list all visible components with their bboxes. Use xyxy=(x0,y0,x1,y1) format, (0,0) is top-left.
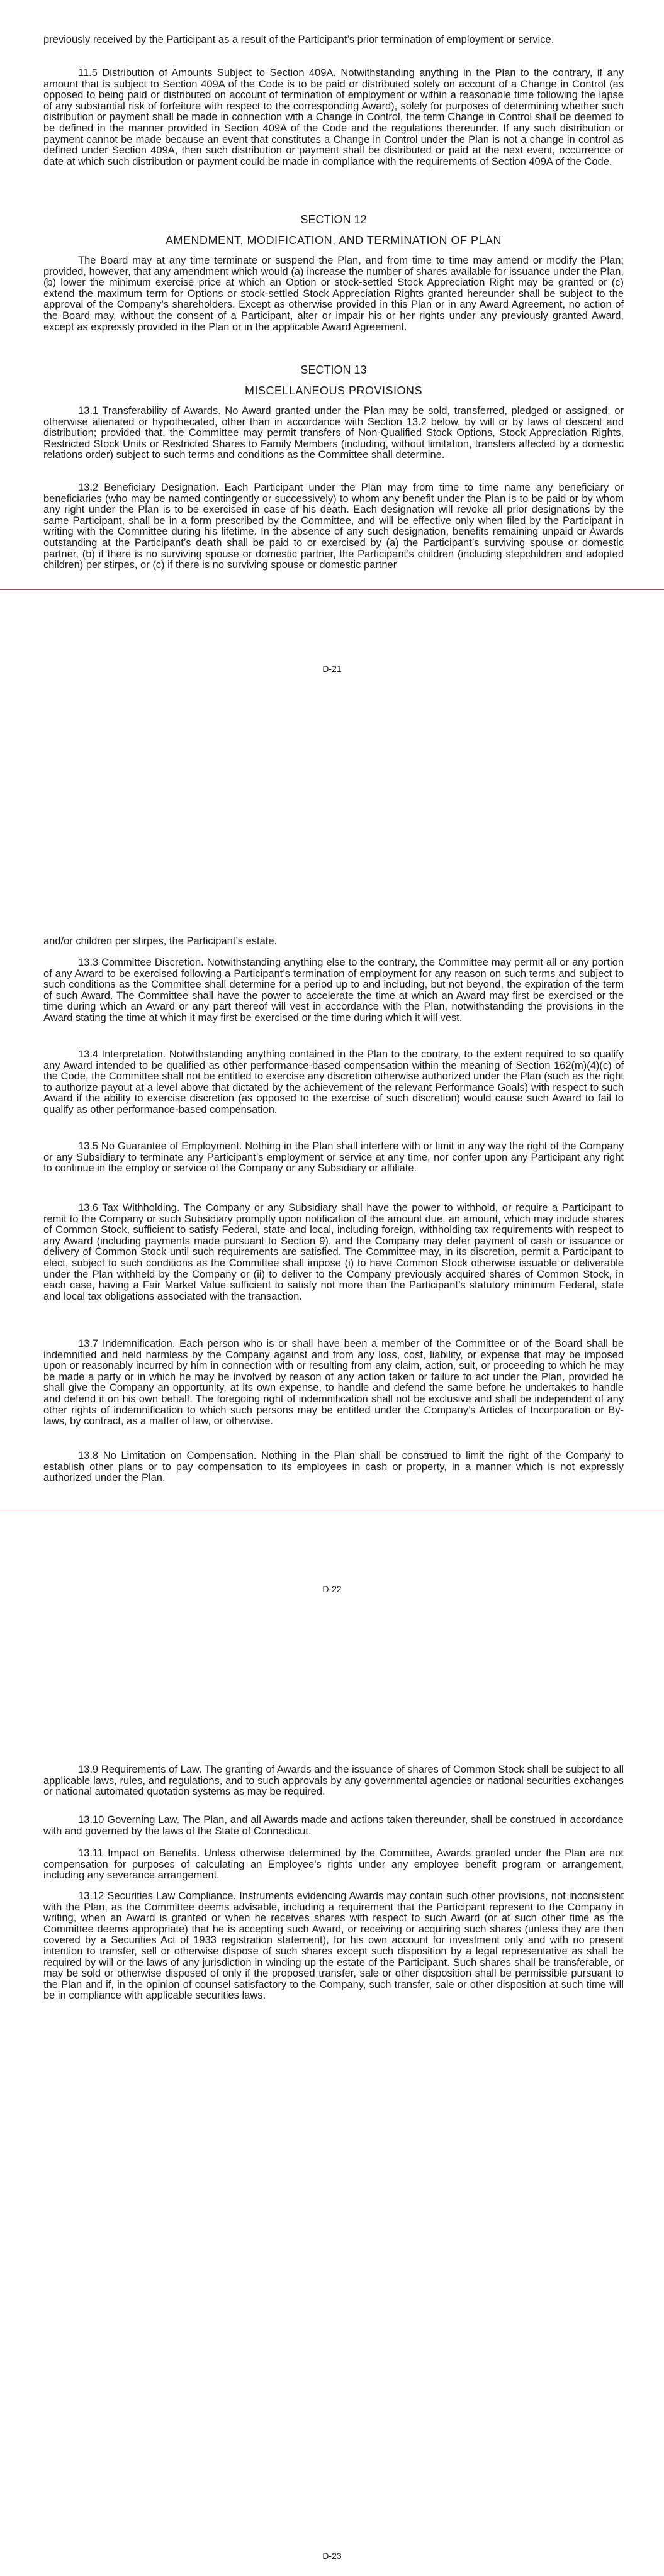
paragraph-carryover-d22: and/or children per stirpes, the Participant’s estate. xyxy=(43,935,278,947)
page-number: D-22 xyxy=(322,1584,342,1594)
paragraph-section-13-7: 13.7 Indemnification. Each person who is or shall have been a member of the Committee or of the Board shall be indemnified and held harmless by the Company against and from any loss, cost, liability, or expense that may be imposed upon or reasonably incurred by him in connection with or resulting from any claim, action, suit, or proceeding to which he may be made a party or in which he may be involved by reason of any action taken or failure to act under the Plan, provided he shall give the Company an opportunity, at its own expense, to handle and defend the same before he undertakes to handle and defend it on his own behalf. The foregoing right of indemnification shall not be exclusive and shall be independent of any other rights of indemnification to which such persons may be entitled under the Company’s Articles of Incorporation or By-laws, by contract, as a matter of law, or otherwise. xyxy=(43,1338,624,1427)
paragraph-section-13-3: 13.3 Committee Discretion. Notwithstanding anything else to the contrary, the Committee may permit all or any portion of any Award to be exercised following a Participant’s termination of employment for any reason on such terms and subject to such conditions as the Committee shall determine for a period up to and including, but not beyond, the expiration of the term of such Award. The Committee shall have the power to accelerate the time at which an Award may first be exercised or the time during which an Award or any part thereof will vest in accordance with the Plan, notwithstanding the provisions in the Award stating the time at which it may first be exercised or the time during which it will vest. xyxy=(43,957,624,1023)
section-12-title: AMENDMENT, MODIFICATION, AND TERMINATION OF PLAN xyxy=(165,234,502,247)
paragraph-section-13-11: 13.11 Impact on Benefits. Unless otherwise determined by the Committee, Awards granted under the Plan are not compensation for purposes of calculating an Employee’s rights under any employee benefit program or arrangement, including any severance arrangement. xyxy=(43,1848,624,1882)
paragraph-section-13-4: 13.4 Interpretation. Notwithstanding anything contained in the Plan to the contrary, to the extent required to so qualify any Award intended to be qualified as other performance-based compensation within the meaning of Section 162(m)(4)(c) of the Code, the Committee shall not be entitled to exercise any discretion otherwise authorized under the Plan (such as the right to authorize payout at a level above that dictated by the achievement of the relevant Performance Goals) with respect to such Award if the ability to exercise discretion (as opposed to the exercise of such discretion) would cause such Award to fail to qualify as other performance-based compensation. xyxy=(43,1049,624,1115)
section-12-number: SECTION 12 xyxy=(300,213,367,226)
paragraph-section-13-5: 13.5 No Guarantee of Employment. Nothing in the Plan shall interfere with or limit in any way the right of the Company or any Subsidiary to terminate any Participant’s employment or service at any time, nor confer upon any Participant any right to continue in the employ or service of the Company or any Subsidiary or affiliate. xyxy=(43,1140,624,1174)
paragraph-section-13-1: 13.1 Transferability of Awards. No Award granted under the Plan may be sold, transferred, pledged or assigned, or otherwise alienated or hypothecated, other than in accordance with Section 13.2 below, by will or by laws of descent and distribution; provided that, the Committee may permit transfers of Non-Qualified Stock Options, Stock Appreciation Rights, Restricted Stock Units or Restricted Shares to Family Members (including, without limitation, transfers affected by a domestic relations order) subject to such terms and conditions as the Committee shall determine. xyxy=(43,405,624,461)
paragraph-section-12-body: The Board may at any time terminate or suspend the Plan, and from time to time may amend or modify the Plan; provided, however, that any amendment which would (a) increase the number of shares available for issuance under the Plan, (b) lower the minimum exercise price at which an Option or stock-settled Stock Appreciation Right may be granted or (c) extend the maximum term for Options or stock-settled Stock Appreciation Rights granted hereunder shall be subject to the approval of the Company’s shareholders. Except as otherwise provided in this Plan or in any Award Agreement, no action of the Board may, without the consent of a Participant, alter or impair his or her rights under any previously granted Award, except as expressly provided in the Plan or in the applicable Award Agreement. xyxy=(43,255,624,333)
paragraph-section-11-5: 11.5 Distribution of Amounts Subject to Section 409A. Notwithstanding anything in the Plan to the contrary, if any amount that is subject to Section 409A of the Code is to be paid or distributed solely on account of a Change in Control (as opposed to being paid or distributed on account of termination of employment or within a reasonable time following the lapse of any substantial risk of forfeiture with respect to the corresponding Award), solely for purposes of determining whether such distribution or payment shall be made in connection with a Change in Control, the term Change in Control shall be deemed to be defined in the manner provided in Section 409A of the Code and the regulations thereunder. If any such distribution or payment cannot be made because an event that constitutes a Change in Control under the Plan is not a change in control as defined under Section 409A, then such distribution or payment shall be distributed or paid at the next event, occurrence or date at which such distribution or payment could be made in compliance with the requirements of Section 409A of the Code. xyxy=(43,67,624,167)
section-13-number: SECTION 13 xyxy=(300,364,367,376)
page-number: D-23 xyxy=(322,2551,342,2561)
paragraph-section-13-12: 13.12 Securities Law Compliance. Instruments evidencing Awards may contain such other provisions, not inconsistent with the Plan, as the Committee deems advisable, including a requirement that the Participant represent to the Company in writing, when an Award is granted or when he receives shares with respect to such Award (or at such other time as the Committee deems appropriate) that he is accepting such Award, or receiving or acquiring such shares (unless they are then covered by a Securities Act of 1933 registration statement), for his own account for investment only and with no present intention to transfer, sell or otherwise dispose of such shares except such disposition by a legal representative as shall be required by will or the laws of any jurisdiction in winding up the estate of the Participant. Such shares shall be transferable, or may be sold or otherwise disposed of only if the proposed transfer, sale or other disposition shall be permissible pursuant to the Plan and if, in the opinion of counsel satisfactory to the Company, such transfer, sale or other disposition at such time will be in compliance with applicable securities laws. xyxy=(43,1890,624,2002)
paragraph-section-13-10: 13.10 Governing Law. The Plan, and all Awards made and actions taken thereunder, shall be construed in accordance with and governed by the laws of the State of Connecticut. xyxy=(43,1814,624,1837)
paragraph-section-13-6: 13.6 Tax Withholding. The Company or any Subsidiary shall have the power to withhold, or require a Participant to remit to the Company or such Subsidiary promptly upon notification of the amount due, an amount, which may include shares of Common Stock, sufficient to satisfy Federal, state and local, including foreign, withholding tax requirements with respect to any Award (including payments made pursuant to Section 9), and the Company may defer payment of cash or issuance or delivery of Common Stock until such requirements are satisfied. The Committee may, in its discretion, permit a Participant to elect, subject to such conditions as the Committee shall impose (i) to have Common Stock otherwise issuable or deliverable under the Plan withheld by the Company or (ii) to deliver to the Company previously acquired shares of Common Stock, in each case, having a Fair Market Value sufficient to satisfy not more than the Participant’s statutory minimum Federal, state and local tax obligations associated with the transaction. xyxy=(43,1202,624,1302)
paragraph-section-13-2: 13.2 Beneficiary Designation. Each Participant under the Plan may from time to time name any beneficiary or beneficiaries (who may be named contingently or successively) to whom any benefit under the Plan is to be paid or by whom any right under the Plan is to be exercised in case of his death. Each designation will revoke all prior designations by the same Participant, shall be in a form prescribed by the Committee, and will be effective only when filed by the Participant in writing with the Committee during his lifetime. In the absence of any such designation, benefits remaining unpaid or Awards outstanding at the Participant’s death shall be paid to or exercised by (a) the Participant’s surviving spouse or domestic partner, (b) if there is no surviving spouse or domestic partner, the Participant’s children (including stepchildren and adopted children) per stirpes, or (c) if there is no surviving spouse or domestic partner xyxy=(43,482,624,571)
page-break-rule xyxy=(0,589,664,590)
paragraph-carryover-d21: previously received by the Participant as a result of the Participant’s prior termination of employment or service. xyxy=(43,34,554,45)
paragraph-section-13-9: 13.9 Requirements of Law. The granting of Awards and the issuance of shares of Common Stock shall be subject to all applicable laws, rules, and regulations, and to such approvals by any governmental agencies or national securities exchanges or national automated quotation systems as may be required. xyxy=(43,1764,624,1798)
paragraph-section-13-8: 13.8 No Limitation on Compensation. Nothing in the Plan shall be construed to limit the right of the Company to establish other plans or to pay compensation to its employees in cash or property, in a manner which is not expressly authorized under the Plan. xyxy=(43,1450,624,1484)
section-13-title: MISCELLANEOUS PROVISIONS xyxy=(244,384,423,397)
page-number: D-21 xyxy=(322,664,342,674)
